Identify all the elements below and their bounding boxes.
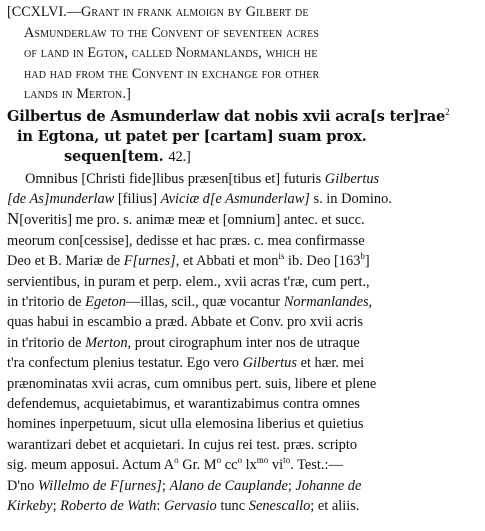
superscript: is: [278, 251, 285, 262]
body-text: ]: [364, 253, 370, 270]
body-text: ; et aliis.: [310, 498, 360, 514]
rubric-line-1: [7, 107, 479, 127]
heading-text-1: Grant in frank almoign by Gilbert de: [80, 4, 309, 20]
body-text: Omnibus [Christi fide]libus præsen[tibus et] futuris: [25, 170, 322, 187]
body-line-12: defendemus, acquietabimus, et warantizabimus contra omnes: [7, 395, 360, 412]
body-line-16: [7, 476, 479, 496]
body-text: [filius]: [117, 190, 158, 207]
superscript: b: [360, 251, 365, 262]
superscript: o: [216, 455, 222, 466]
body-line-2: [7, 189, 479, 209]
body-italic-name: Gilbertus: [324, 170, 380, 187]
body-text: in t'ritorio de: [7, 334, 82, 351]
body-text: ib. Deo [163: [288, 253, 361, 270]
heading-dash: —: [66, 4, 81, 20]
body-italic-name: Normanlandes,: [283, 293, 373, 310]
body-line-7: [7, 292, 479, 312]
body-text: et hær. mei: [300, 355, 365, 372]
body-text: Deo et B. Mariæ de: [7, 253, 121, 270]
heading-line-3: of land in Egton, called Normanlands, which he: [24, 45, 318, 61]
body-line-8: quas habui in escambio a præd. Abbate et Conv. pro xvii acris: [7, 314, 363, 331]
charter-body: [7, 169, 479, 517]
heading-line-2: Asmunderlaw to the Convent of seventeen acres: [24, 24, 320, 41]
body-line-6: servientibus, in puram et perp. elem., xvii acras t'ræ, cum pert.,: [7, 273, 370, 290]
body-text: , prout cirographum inter nos de utraque: [127, 334, 360, 351]
rubric-line-3: [7, 147, 479, 167]
body-line-17: [7, 496, 479, 516]
witness-name: Gervasio: [163, 498, 217, 514]
charter-number: [CCXLVI.: [7, 4, 67, 20]
body-line-11: prænominatas xvii acras, cum omnibus pert. suis, libere et plene: [7, 375, 377, 392]
superscript: o: [174, 455, 179, 466]
witness-title: Senescallo: [248, 498, 311, 514]
initial-letter: N: [7, 209, 20, 229]
heading-line-4: had had from the Convent in exchange for other: [24, 65, 320, 82]
body-text: —illas, scil., quæ vocantur: [125, 293, 281, 310]
body-italic-name: [de As]munderlaw: [7, 190, 115, 207]
body-italic-name: Aviciæ d[e Asmunderlaw]: [160, 190, 310, 207]
body-text: sig. meum apposui. Actum A: [7, 457, 175, 474]
rubric-text-1: Gilbertus de Asmunderlaw dat nobis xvii acra[s ter]rae: [7, 107, 446, 125]
witness-name: Alano de Cauplande: [169, 477, 288, 494]
body-line-4: meorum con[cessise], dedisse et hac præs. c. mea confirmasse: [7, 232, 365, 249]
rubric-line-2: in Egtona, ut patet per [cartam] suam prox.: [17, 127, 367, 145]
body-text: . Test.:—: [290, 457, 343, 474]
body-line-5: [7, 251, 479, 271]
body-italic-name: Egeton: [85, 293, 126, 310]
body-text: vi: [271, 457, 284, 474]
body-italic-name: F[urnes]: [123, 253, 176, 270]
heading-line-1: [7, 2, 479, 23]
rubric-number: 42.]: [168, 148, 191, 165]
body-text: ;: [287, 477, 292, 494]
body-line-15: [7, 455, 479, 475]
body-text: lx: [245, 457, 257, 474]
body-text: t'ra confectum plenius testatur. Ego vero: [7, 355, 239, 372]
body-text: cc: [224, 457, 238, 474]
body-line-9: [7, 333, 479, 353]
heading-line-5: lands in Merton.]: [24, 86, 131, 102]
body-text: s. in Domino.: [313, 190, 392, 207]
body-text: [overitis] me pro. s. animæ meæ et [omnium] antec. et succ.: [19, 212, 365, 229]
body-text: D'no: [7, 477, 35, 494]
body-line-13: homines inperpetuum, sicut ulla elemosina liberius et quietius: [7, 416, 364, 433]
rubric-footnote-mark: 2: [445, 106, 450, 117]
rubric: [7, 107, 479, 167]
body-italic-name: Merton: [85, 334, 128, 351]
superscript: mo: [256, 455, 269, 466]
body-line-1: [7, 169, 479, 189]
charter-heading: [7, 2, 479, 105]
superscript: to: [283, 455, 291, 466]
body-text: ;: [161, 477, 166, 494]
body-line-14: warantizari debet et acquietari. In cujus rei test. præs. scripto: [7, 436, 358, 453]
body-text: :: [156, 498, 161, 514]
body-text: Gr. M: [182, 457, 217, 474]
witness-name: Willelmo de F[urnes]: [38, 477, 162, 494]
witness-name: Kirkeby: [7, 498, 53, 514]
body-text: in t'ritorio de: [7, 293, 82, 310]
body-italic-name: Gilbertus: [242, 355, 297, 372]
body-text: tunc: [220, 498, 246, 514]
body-text: , et Abbati et mon: [175, 253, 279, 270]
superscript: o: [237, 455, 242, 466]
body-line-3: [7, 209, 479, 230]
body-text: ;: [52, 498, 57, 514]
rubric-text-3: sequen[tem.: [64, 147, 164, 165]
witness-name: Roberto de Wath: [60, 498, 157, 514]
body-line-10: [7, 353, 479, 373]
witness-name: Johanne de: [295, 477, 362, 494]
